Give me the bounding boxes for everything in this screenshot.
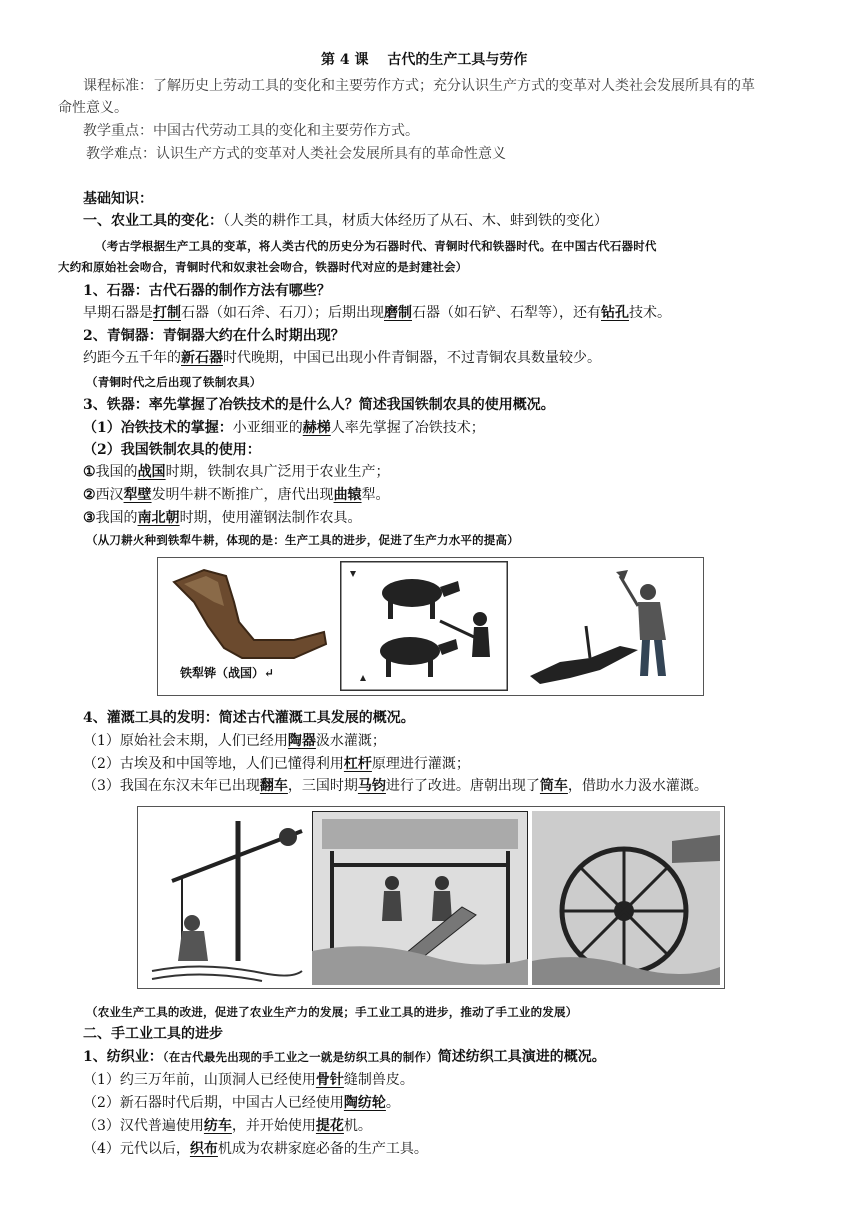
farming-tools-image-strip <box>157 557 704 696</box>
plough-progress-note: （从刀耕火种到铁犁牛耕，体现的是：生产工具的进步，促进了生产力水平的提高） <box>86 533 519 547</box>
irrigation-item-2: （2）古埃及和中国等地，人们已懂得利用杠杆原理进行灌溉； <box>83 756 470 772</box>
ploughshare-caption: 铁犁铧（战国）↵ <box>180 666 275 680</box>
shadoof-lever-image <box>142 811 308 985</box>
farmer-ploughing-image <box>520 566 700 691</box>
bronze-note: （青铜时代之后出现了铁制农具） <box>86 375 262 389</box>
question-iron: 3、铁器：率先掌握了冶铁技术的是什么人？简述我国铁制农具的使用概况。 <box>83 397 555 413</box>
textile-item-2: （2）新石器时代后期，中国古人已经使用陶纺轮。 <box>83 1095 400 1111</box>
iron-usage-item-2: ②西汉犁壁发明牛耕不断推广，唐代出现曲辕犁。 <box>83 487 390 503</box>
dragon-bone-waterwheel-image <box>312 811 528 985</box>
textile-item-3: （3）汉代普遍使用纺车，并开始使用提花机。 <box>83 1118 372 1134</box>
iron-usage-item-3: ③我国的南北朝时期，使用灌钢法制作农具。 <box>83 510 362 526</box>
section-2-heading: 二、手工业工具的进步 <box>83 1026 223 1042</box>
iron-smelting-line: （1）冶铁技术的掌握：小亚细亚的赫梯人率先掌握了冶铁技术； <box>83 420 485 436</box>
tube-waterwheel-image <box>532 811 720 985</box>
iron-ploughshare-image <box>164 562 332 662</box>
archaeology-note-line-2: 大约和原始社会吻合，青铜时代和奴隶社会吻合，铁器时代对应的是封建社会） <box>58 260 468 274</box>
iron-usage-heading: （2）我国铁制农具的使用： <box>83 442 261 458</box>
iron-usage-item-1: ①我国的战国时期，铁制农具广泛用于农业生产； <box>83 464 390 480</box>
irrigation-tools-image-strip <box>137 806 725 989</box>
irrigation-item-1: （1）原始社会末期，人们已经用陶器汲水灌溉； <box>83 733 386 749</box>
irrigation-item-3: （3）我国在东汉末年已出现翻车，三国时期马钧进行了改进。唐朝出现了筒车，借助水力汲水灌溉。 <box>83 778 708 794</box>
teaching-focus: 教学重点：中国古代劳动工具的变化和主要劳作方式。 <box>83 123 419 139</box>
ox-plough-mural-image <box>340 561 508 691</box>
page-title: 第 4 课 古代的生产工具与劳作 <box>321 52 528 68</box>
section-1-heading: 一、农业工具的变化：（人类的耕作工具，材质大体经历了从石、木、蚌到铁的变化） <box>83 213 608 229</box>
question-bronze: 2、青铜器：青铜器大约在什么时期出现？ <box>83 328 345 344</box>
curriculum-standard-line-2: 命性意义。 <box>58 100 128 116</box>
archaeology-note-line-1: （考古学根据生产工具的变革，将人类古代的历史分为石器时代、青铜时代和铁器时代。在中国古代石器时代 <box>95 239 657 253</box>
basics-heading: 基础知识： <box>83 191 153 207</box>
question-stone-tools: 1、石器：古代石器的制作方法有哪些？ <box>83 283 331 299</box>
answer-bronze: 约距今五千年的新石器时代晚期，中国已出现小件青铜器，不过青铜农具数量较少。 <box>83 350 601 366</box>
question-textile: 1、纺织业：（在古代最先出现的手工业之一就是纺织工具的制作）简述纺织工具演进的概况。 <box>83 1049 606 1065</box>
textile-item-4: （4）元代以后，织布机成为农耕家庭必备的生产工具。 <box>83 1141 428 1157</box>
teaching-difficulty: 教学难点：认识生产方式的变革对人类社会发展所具有的革命性意义 <box>86 146 506 162</box>
tools-progress-note: （农业生产工具的改进，促进了农业生产力的发展；手工业工具的进步，推动了手工业的发展） <box>86 1005 578 1019</box>
answer-stone-tools: 早期石器是打制石器（如石斧、石刀）；后期出现磨制石器（如石铲、石犁等），还有钻孔技术。 <box>83 305 671 321</box>
curriculum-standard-line-1: 课程标准：了解历史上劳动工具的变化和主要劳作方式；充分认识生产方式的变革对人类社会发展所具有的革 <box>83 78 755 94</box>
textile-item-1: （1）约三万年前，山顶洞人已经使用骨针缝制兽皮。 <box>83 1072 414 1088</box>
question-irrigation: 4、灌溉工具的发明：简述古代灌溉工具发展的概况。 <box>83 710 415 726</box>
